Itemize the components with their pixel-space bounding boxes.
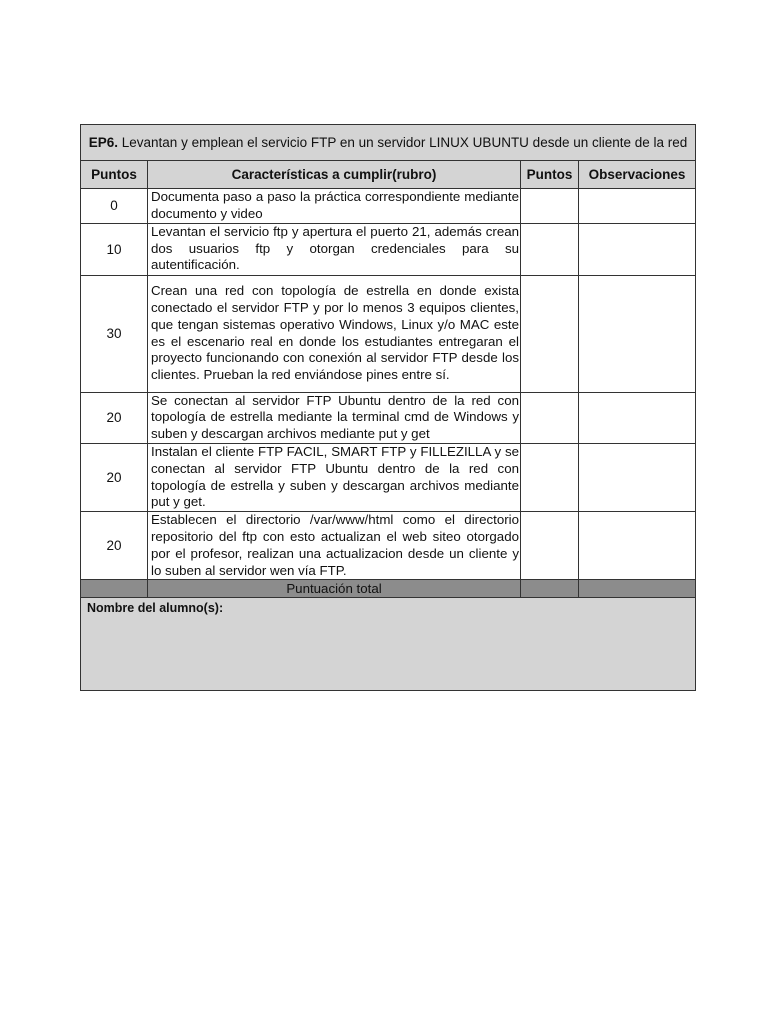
total-blank-cell [81, 580, 148, 598]
rubric-row [81, 443, 696, 511]
total-row [81, 580, 696, 598]
rubric-table [80, 124, 696, 691]
rubric-code: EP6. [88, 135, 118, 150]
row-points: 20 [81, 443, 148, 511]
row-score-cell[interactable] [521, 512, 579, 580]
row-score-cell[interactable] [521, 275, 579, 392]
student-name-field[interactable] [81, 598, 696, 691]
row-score-cell[interactable] [521, 443, 579, 511]
rubric-title [81, 125, 696, 161]
row-points: 30 [81, 275, 148, 392]
row-description: Instalan el cliente FTP FACIL, SMART FTP y FILLEZILLA y se conectan al servidor FTP Ubuntu dentro de la red con topología de estrella y suben y descargan archivos mediante put y get. [148, 443, 521, 511]
student-name-label: Nombre del alumno(s): [87, 601, 224, 616]
row-description: Levantan el servicio ftp y apertura el puerto 21, además crean dos usuarios ftp y otorgan credenciales para su autentificación. [148, 223, 521, 275]
rubric-title-text: Levantan y emplean el servicio FTP en un servidor LINUX UBUNTU desde un cliente de la red [121, 135, 688, 150]
row-observations-cell[interactable] [579, 512, 696, 580]
header-puntos-obtenidos: Puntos [521, 161, 579, 189]
row-score-cell[interactable] [521, 392, 579, 443]
row-observations-cell[interactable] [579, 275, 696, 392]
row-observations-cell[interactable] [579, 223, 696, 275]
rubric-row [81, 189, 696, 224]
header-puntos: Puntos [81, 161, 148, 189]
rubric-row [81, 512, 696, 580]
header-caracteristicas: Características a cumplir(rubro) [148, 161, 521, 189]
row-observations-cell[interactable] [579, 392, 696, 443]
row-observations-cell[interactable] [579, 189, 696, 224]
row-description: Documenta paso a paso la práctica correspondiente mediante documento y video [148, 189, 521, 224]
row-description: Se conectan al servidor FTP Ubuntu dentro de la red con topología de estrella mediante la terminal cmd de Windows y suben y descargan archivos mediante put y get [148, 392, 521, 443]
header-observaciones: Observaciones [579, 161, 696, 189]
row-score-cell[interactable] [521, 223, 579, 275]
row-description: Establecen el directorio /var/www/html como el directorio repositorio del ftp con esto actualizan el web siteo otorgado por el profesor, realizan una actualizacion desde un cliente y lo suben al servidor wen vía FTP. [148, 512, 521, 580]
row-score-cell[interactable] [521, 189, 579, 224]
rubric-row [81, 223, 696, 275]
rubric-row [81, 275, 696, 392]
row-observations-cell[interactable] [579, 443, 696, 511]
row-points: 10 [81, 223, 148, 275]
rubric-row [81, 392, 696, 443]
total-label: Puntuación total [148, 580, 521, 598]
header-row [81, 161, 696, 189]
row-points: 20 [81, 392, 148, 443]
row-description: Crean una red con topología de estrella en donde exista conectado el servidor FTP y por lo menos 3 equipos clientes, que tengan sistemas operativo Windows, Linux y/o MAC este es el escenario real en donde los estudiantes entregaran el proyecto funcionando con conexión al servidor FTP desde los clientes. Prueban la red enviándose pines entre sí. [148, 275, 521, 392]
row-points: 20 [81, 512, 148, 580]
total-observations-cell [579, 580, 696, 598]
total-score-cell[interactable] [521, 580, 579, 598]
row-points: 0 [81, 189, 148, 224]
